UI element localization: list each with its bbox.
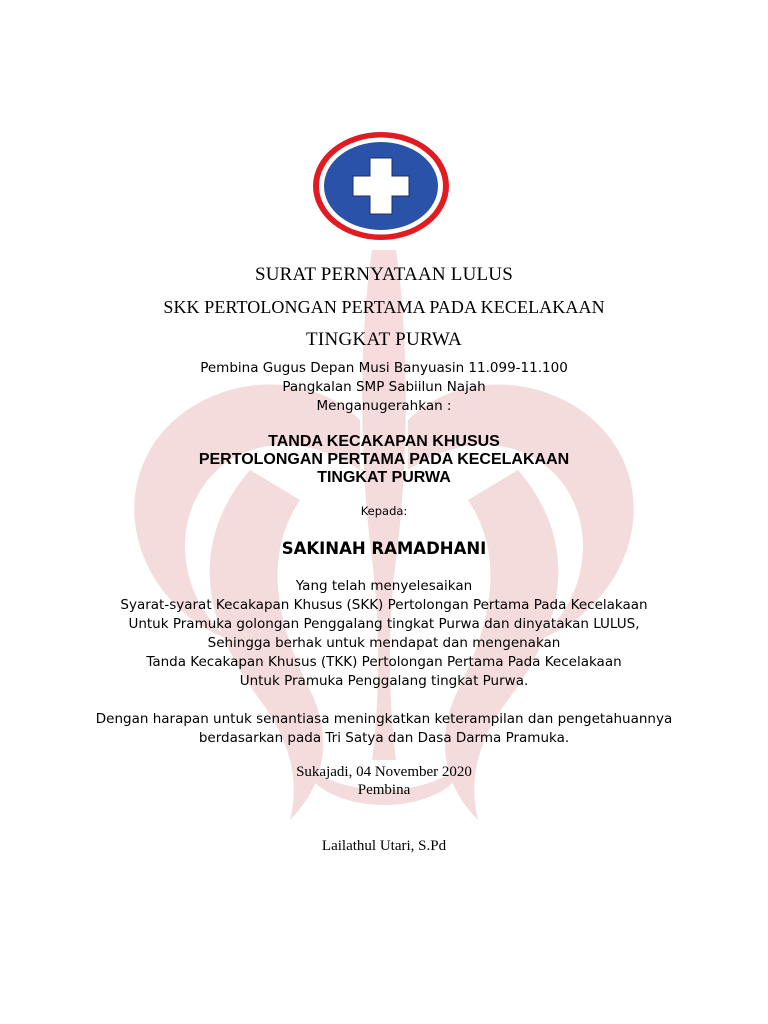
signer-role: Pembina — [357, 782, 411, 798]
recipient-label: Kepada: — [360, 504, 408, 518]
statement-line-2: Syarat-syarat Kecakapan Khusus (SKK) Pertolongan Pertama Pada Kecelakaan — [120, 597, 648, 613]
award-line-3: TINGKAT PURWA — [317, 469, 451, 486]
issuer-line-2: Pangkalan SMP Sabiilun Najah — [282, 379, 486, 395]
closing-line-1: Dengan harapan untuk senantiasa meningkatkan keterampilan dan pengetahuannya — [95, 711, 673, 727]
statement-line-1: Yang telah menyelesaikan — [295, 578, 473, 594]
recipient-name: SAKINAH RAMADHANI — [281, 539, 487, 558]
place-date: Sukajadi, 04 November 2020 — [296, 764, 472, 780]
award-line-2: PERTOLONGAN PERTAMA PADA KECELAKAAN — [198, 451, 570, 468]
certificate-level: TINGKAT PURWA — [305, 329, 463, 350]
issuer-line-1: Pembina Gugus Depan Musi Banyuasin 11.099-11.100 — [200, 360, 568, 376]
closing-line-2: berdasarkan pada Tri Satya dan Dasa Darma Pramuka. — [198, 730, 570, 746]
issuer-line-3: Menganugerahkan : — [316, 398, 452, 414]
statement-line-6: Untuk Pramuka Penggalang tingkat Purwa. — [239, 673, 529, 689]
award-line-1: TANDA KECAKAPAN KHUSUS — [268, 433, 500, 450]
certificate-title: SURAT PERNYATAAN LULUS — [254, 264, 513, 285]
certificate-subtitle: SKK PERTOLONGAN PERTAMA PADA KECELAKAAN — [163, 297, 605, 317]
signer-name: Lailathul Utari, S.Pd — [321, 838, 447, 854]
first-aid-cross-badge-icon — [311, 131, 451, 241]
statement-line-4: Sehingga berhak untuk mendapat dan mengenakan — [207, 635, 561, 651]
statement-line-3: Untuk Pramuka golongan Penggalang tingkat Purwa dan dinyatakan LULUS, — [128, 616, 640, 632]
statement-line-5: Tanda Kecakapan Khusus (TKK) Pertolongan Pertama Pada Kecelakaan — [146, 654, 622, 670]
